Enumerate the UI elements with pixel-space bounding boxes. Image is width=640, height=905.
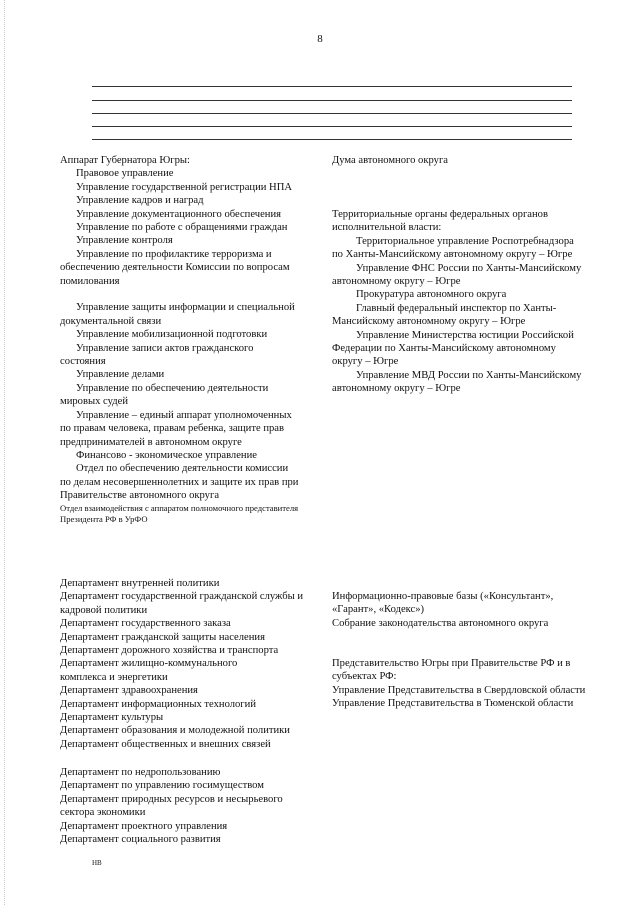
judges-first: Управление по обеспечению деятельности [76, 382, 269, 394]
apparatus-item: Управление по работе с обращениями граждан [76, 222, 288, 234]
security-rest: документальной связи [60, 315, 162, 327]
minors-first: Отдел по обеспечению деятельности комиссии [76, 463, 289, 475]
department-item: Департамент государственного заказа [60, 618, 231, 630]
distribution-line [92, 86, 572, 87]
department-item: Департамент образования и молодежной политики [60, 725, 290, 737]
department-item: Департамент общественных и внешних связей [60, 738, 271, 750]
federal-bodies [332, 208, 612, 396]
scan-edge-artifact [4, 0, 5, 905]
department-item: Департамент гражданской защиты населения [60, 631, 265, 643]
apparatus-item: Управление контроля [76, 235, 173, 247]
apparatus-item: Управление государственной регистрации НПА [76, 181, 293, 193]
right-column [332, 154, 612, 167]
representation-title: Представительство Югры при Правительстве РФ и в субъектах РФ: [332, 658, 571, 683]
department-item: Департамент природных ресурсов и несырьевого сектора экономики [60, 793, 283, 819]
envoy-department: Отдел взаимодействия с аппаратом полномочного представителя Президента РФ в УрФО [60, 502, 299, 524]
affairs-item: Управление делами [76, 369, 165, 381]
legal-bases [332, 590, 592, 630]
apparatus-title: Аппарат Губернатора Югры: [60, 155, 190, 166]
distribution-line [92, 139, 572, 140]
department-item: Департамент по недропользованию [60, 767, 221, 778]
apparatus-item-terror-rest: обеспечению деятельности Комиссии по вопросам помилования [60, 262, 290, 287]
zags-rest: состояния [60, 356, 106, 368]
security-first: Управление защиты информации и специальной [76, 302, 295, 314]
department-item: Департамент культуры [60, 712, 164, 724]
department-item: Департамент социального развития [60, 834, 221, 846]
distribution-line [92, 126, 572, 127]
apparatus-item: Правовое управление [76, 168, 174, 180]
departments-list-a [60, 577, 322, 751]
federal-item-rest: Федерации по Ханты-Мансийскому автономному округу – Югре [332, 343, 556, 368]
apparatus-item: Управление кадров и наград [76, 195, 204, 207]
department-item: Департамент здравоохранения [60, 685, 198, 697]
distribution-line [92, 100, 572, 101]
federal-item-rest: по Ханты-Мансийскому автономному округу – Югре [332, 249, 573, 261]
department-item: Департамент дорожного хозяйства и транспорта [60, 645, 279, 657]
representation-item: Управление Представительства в Тюменской области [332, 698, 574, 710]
federal-title: Территориальные органы федеральных органов исполнительной власти: [332, 209, 548, 234]
federal-item-rest: Мансийскому автономному округу – Югре [332, 316, 526, 328]
federal-item-first: Главный федеральный инспектор по Ханты- [356, 302, 557, 314]
ombudsman-rest: по правам человека, правам ребенка, защите прав предпринимателей в автономном округе [60, 423, 284, 448]
federal-item-rest: автономному округу – Югре [332, 276, 461, 288]
federal-item-first: Управление Министерства юстиции Российской [356, 329, 574, 341]
representation [332, 657, 632, 711]
legal-bases-item: Информационно-правовые базы («Консультант», «Гарант», «Кодекс») [332, 591, 554, 616]
federal-item-first: Управление ФНС России по Ханты-Мансийскому [356, 262, 582, 274]
collection-item: Собрание законодательства автономного округа [332, 617, 549, 629]
representation-item: Управление Представительства в Свердловской области [332, 684, 586, 696]
department-item: Департамент по управлению госимуществом [60, 780, 264, 792]
departments-list-b [60, 766, 322, 846]
distribution-line [92, 113, 572, 114]
ombudsman-first: Управление – единый аппарат уполномоченных [76, 409, 292, 421]
department-item: Департамент проектного управления [60, 820, 228, 832]
department-item: Департамент информационных технологий [60, 698, 256, 710]
federal-item-first: Управление МВД России по Ханты-Мансийскому [356, 369, 582, 381]
department-item: Департамент жилищно-коммунального комплекса и энергетики [60, 658, 238, 683]
footer-initials: НВ [92, 859, 102, 867]
zags-first: Управление записи актов гражданского [76, 342, 254, 354]
federal-item-first: Прокуратура автономного округа [356, 289, 507, 301]
page-number: 8 [317, 33, 323, 45]
mobilization-item: Управление мобилизационной подготовки [76, 329, 268, 341]
federal-item-first: Территориальное управление Роспотребнадзора [356, 235, 574, 247]
left-column [60, 154, 322, 525]
minors-rest: по делам несовершеннолетних и защите их прав при Правительстве автономного округа [60, 476, 299, 502]
department-item: Департамент внутренней политики [60, 578, 220, 589]
apparatus-item: Управление документационного обеспечения [76, 208, 282, 220]
department-item: Департамент государственной гражданской службы и кадровой политики [60, 591, 304, 616]
finance-item: Финансово - экономическое управление [76, 449, 257, 461]
judges-rest: мировых судей [60, 396, 128, 408]
apparatus-item-terror-first: Управление по профилактике терроризма и [76, 248, 272, 260]
duma-item: Дума автономного округа [332, 155, 448, 166]
federal-item-rest: автономному округу – Югре [332, 383, 461, 395]
